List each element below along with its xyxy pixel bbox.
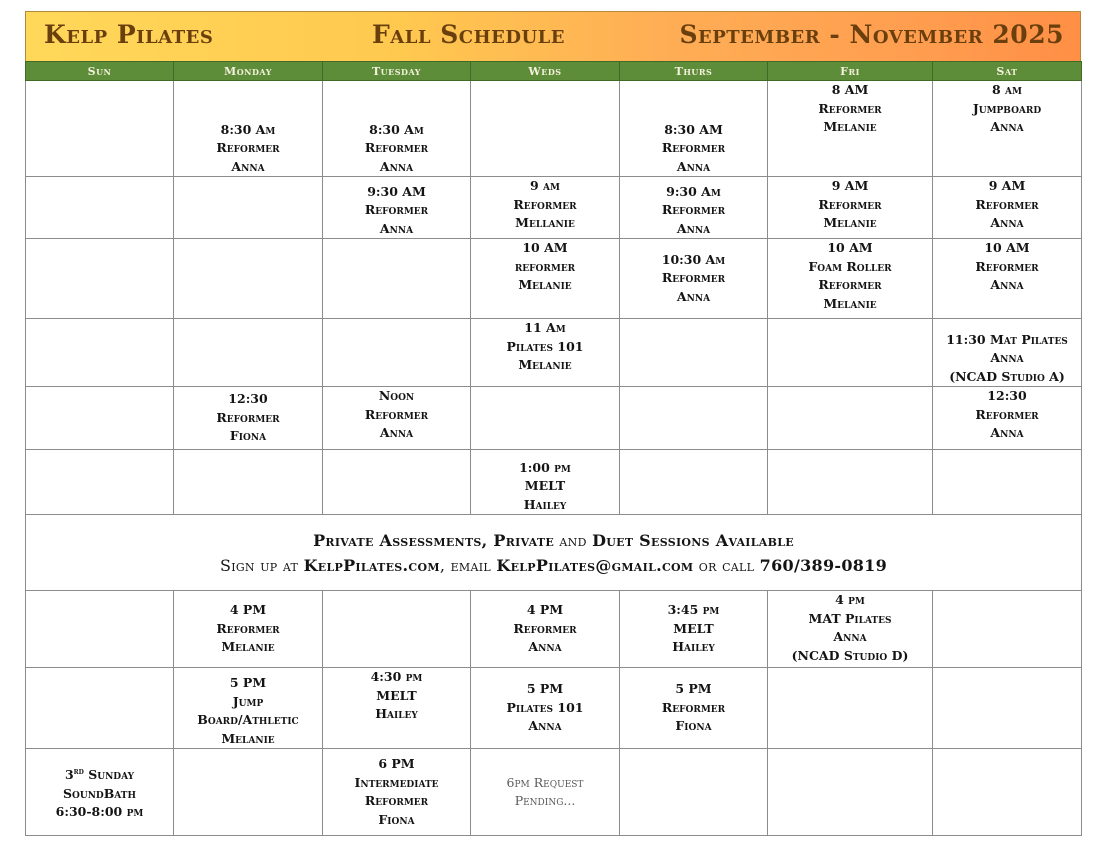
class-detail: Reformer — [216, 409, 280, 425]
class-detail: 6:30-8:00 pm — [55, 804, 144, 820]
class-time: 6 PM — [378, 756, 415, 771]
empty-slot-thurs — [620, 387, 768, 450]
class-time: 8 am — [992, 82, 1022, 97]
class-detail: Reformer — [661, 699, 726, 715]
empty-slot-tuesday — [323, 450, 471, 515]
class-detail: Reformer — [975, 196, 1039, 212]
class-detail: Hailey — [375, 706, 418, 721]
class-time: 4 PM — [526, 602, 564, 618]
class-detail: Melanie — [518, 277, 572, 292]
class-slot-sat — [933, 387, 1082, 450]
class-detail: Hailey — [672, 639, 715, 655]
class-time: 9 am — [530, 178, 560, 193]
class-detail: Jump — [232, 693, 264, 709]
class-detail: Reformer — [364, 406, 429, 422]
empty-slot-fri — [768, 668, 933, 749]
class-detail: MAT Pilates — [808, 610, 892, 626]
class-detail: Anna — [990, 119, 1024, 134]
evening-classes — [26, 591, 1082, 836]
empty-slot-sat — [933, 668, 1082, 749]
day-header-sun: Sun — [26, 62, 174, 81]
class-detail: Reformer — [216, 140, 280, 155]
class-detail: Reformer — [818, 196, 882, 212]
and-text: and — [554, 530, 593, 550]
empty-slot-sun — [26, 177, 174, 239]
empty-slot-tuesday — [323, 239, 471, 319]
banner-cell — [26, 515, 1082, 591]
phone-number[interactable]: 760/389-0819 — [759, 555, 888, 575]
class-slot-monday — [174, 668, 323, 749]
class-detail: MELT — [673, 620, 714, 636]
class-detail: Melanie — [518, 357, 572, 372]
class-slot-tuesday — [323, 749, 471, 836]
class-time: 8:30 Am — [369, 121, 424, 137]
class-time: 10 AM — [984, 240, 1030, 255]
empty-slot-thurs — [620, 450, 768, 515]
morning-classes — [26, 81, 1082, 515]
class-detail: Reformer — [513, 196, 577, 212]
class-detail: Foam Roller — [808, 258, 892, 274]
empty-slot-fri — [768, 749, 933, 836]
class-slot-thurs — [620, 668, 768, 749]
class-time: 10:30 Am — [661, 251, 726, 267]
empty-slot-fri — [768, 450, 933, 515]
class-detail: SoundBath — [62, 785, 136, 801]
class-detail: Anna — [379, 425, 414, 440]
class-time: 8:30 Am — [220, 121, 276, 137]
empty-slot-tuesday — [323, 591, 471, 668]
class-detail: Anna — [676, 158, 711, 174]
class-detail: reformer — [514, 258, 576, 274]
banner-row — [26, 515, 1082, 591]
empty-slot-fri — [768, 387, 933, 450]
empty-slot-sat — [933, 749, 1082, 836]
class-time: 4 pm — [835, 592, 865, 607]
class-slot-weds — [471, 668, 620, 749]
class-detail: Anna — [676, 220, 711, 236]
empty-slot-tuesday — [323, 319, 471, 387]
class-slot-tuesday — [323, 668, 471, 749]
class-slot-fri — [768, 81, 933, 177]
class-slot-sat — [933, 81, 1082, 177]
class-detail: Reformer — [661, 270, 726, 286]
class-slot-weds — [471, 749, 620, 836]
schedule-row — [26, 239, 1082, 319]
empty-slot-weds — [471, 387, 620, 450]
class-slot-tuesday — [323, 387, 471, 450]
day-header-thurs: Thurs — [620, 62, 768, 81]
schedule-row — [26, 668, 1082, 749]
empty-slot-thurs — [620, 319, 768, 387]
empty-slot-sun — [26, 668, 174, 749]
class-time: 3:45 pm — [667, 602, 720, 618]
class-detail: Melanie — [823, 295, 877, 311]
class-time: 9:30 Am — [666, 183, 721, 199]
class-time: 10 AM — [827, 240, 873, 255]
class-detail: Reformer — [975, 406, 1039, 422]
class-time: 1:00 pm — [519, 459, 571, 475]
class-slot-sat — [933, 239, 1082, 319]
class-detail: Anna — [990, 215, 1024, 230]
class-detail: Fiona — [229, 428, 267, 444]
schedule-row — [26, 81, 1082, 177]
class-detail: Anna — [990, 277, 1024, 292]
schedule-row — [26, 591, 1082, 668]
class-slot-sat — [933, 177, 1082, 239]
class-slot-thurs — [620, 591, 768, 668]
day-header-weds: Weds — [471, 62, 620, 81]
class-time: 5 PM — [526, 681, 564, 697]
contact-banner — [26, 515, 1082, 591]
class-detail: Mellanie — [515, 215, 575, 230]
schedule-table — [25, 61, 1082, 836]
schedule-title: Fall Schedule — [372, 20, 566, 49]
class-time: Noon — [378, 388, 415, 403]
studio-name: Kelp Pilates — [44, 20, 214, 49]
class-detail: Anna — [528, 718, 562, 734]
empty-slot-sun — [26, 450, 174, 515]
class-detail: Reformer — [661, 140, 726, 155]
class-detail: Reformer — [364, 793, 429, 808]
class-time: 10 AM — [522, 240, 568, 255]
schedule-row — [26, 749, 1082, 836]
class-time: 9 AM — [831, 178, 869, 193]
class-detail: Reformer — [364, 202, 429, 217]
class-detail: Fiona — [378, 811, 415, 827]
class-time: 9 AM — [988, 178, 1026, 193]
schedule-row — [26, 450, 1082, 515]
class-time: 11:30 Mat Pilates — [946, 331, 1068, 347]
class-slot-monday — [174, 591, 323, 668]
class-detail: Reformer — [818, 277, 882, 292]
class-detail: Anna — [676, 288, 711, 304]
class-slot-monday — [174, 81, 323, 177]
ordinal-suffix: rd — [73, 766, 84, 777]
class-slot-weds — [471, 450, 620, 515]
empty-slot-sun — [26, 387, 174, 450]
empty-slot-sun — [26, 239, 174, 319]
class-detail: Hailey — [523, 496, 567, 512]
class-slot-thurs — [620, 177, 768, 239]
class-slot-weds — [471, 177, 620, 239]
class-time: 5 PM — [675, 681, 712, 697]
empty-slot-weds — [471, 81, 620, 177]
day-header-monday: Monday — [174, 62, 323, 81]
class-detail: Reformer — [975, 258, 1039, 274]
class-detail: Reformer — [364, 140, 429, 155]
class-detail: Anna — [528, 639, 562, 655]
class-time: 3rd Sunday — [64, 766, 135, 783]
class-detail: MELT — [524, 478, 566, 493]
class-time: 11 Am — [524, 320, 566, 335]
empty-slot-monday — [174, 749, 323, 836]
class-time: 6pm Request — [506, 774, 584, 790]
signup-text: Sign up at — [219, 555, 304, 575]
class-slot-sun — [26, 749, 174, 836]
class-time: 12:30 — [987, 388, 1027, 403]
empty-slot-fri — [768, 319, 933, 387]
email-label: , email — [439, 555, 497, 575]
class-detail: Pilates 101 — [506, 699, 584, 715]
class-slot-weds — [471, 239, 620, 319]
class-detail: Melanie — [221, 639, 275, 655]
class-detail: Melanie — [823, 119, 877, 134]
class-detail: Board/Athletic — [197, 712, 299, 727]
class-time: 12:30 — [228, 391, 268, 407]
class-detail: Anna — [990, 350, 1024, 365]
empty-slot-sat — [933, 591, 1082, 668]
class-detail: Melanie — [823, 215, 877, 230]
class-slot-thurs — [620, 81, 768, 177]
class-slot-fri — [768, 239, 933, 319]
class-detail: Anna — [379, 158, 414, 174]
day-header-fri: Fri — [768, 62, 933, 81]
empty-slot-thurs — [620, 749, 768, 836]
empty-slot-sun — [26, 81, 174, 177]
class-detail: (NCAD Studio D) — [791, 647, 909, 663]
class-detail: Anna — [379, 220, 414, 236]
class-detail: Reformer — [818, 100, 882, 116]
class-detail: Fiona — [675, 718, 712, 734]
empty-slot-monday — [174, 450, 323, 515]
class-detail: Reformer — [216, 620, 280, 636]
day-header-tuesday: Tuesday — [323, 62, 471, 81]
class-time: 8:30 AM — [664, 121, 723, 137]
class-detail: Pilates 101 — [506, 338, 584, 354]
duet-sessions-text: Duet Sessions Available — [592, 530, 794, 550]
class-detail: Jumpboard — [972, 100, 1042, 116]
empty-slot-sun — [26, 319, 174, 387]
day-header-sat: Sat — [933, 62, 1082, 81]
schedule-row — [26, 177, 1082, 239]
class-detail: Melanie — [221, 730, 275, 746]
class-slot-tuesday — [323, 177, 471, 239]
schedule-sheet — [25, 11, 1081, 836]
class-detail: Reformer — [661, 202, 726, 217]
call-label: or call — [693, 555, 760, 575]
class-slot-weds — [471, 591, 620, 668]
class-slot-fri — [768, 177, 933, 239]
class-slot-thurs — [620, 239, 768, 319]
class-time: 4 PM — [229, 602, 267, 618]
class-slot-weds — [471, 319, 620, 387]
signup-line — [26, 553, 1081, 578]
class-time: 5 PM — [229, 675, 267, 690]
schedule-row — [26, 387, 1082, 450]
private-sessions-line — [26, 528, 1081, 553]
class-detail: Reformer — [513, 620, 577, 636]
season-range: September - November 2025 — [679, 20, 1064, 49]
class-slot-sat — [933, 319, 1082, 387]
class-detail: Intermediate — [354, 774, 439, 790]
title-bar — [25, 11, 1081, 61]
empty-slot-monday — [174, 319, 323, 387]
class-time: 9:30 AM — [367, 183, 426, 199]
class-slot-tuesday — [323, 81, 471, 177]
class-detail: Pending... — [514, 793, 576, 808]
empty-slot-monday — [174, 239, 323, 319]
class-time: 8 AM — [831, 82, 869, 97]
class-detail: (NCAD Studio A) — [949, 368, 1065, 384]
class-slot-monday — [174, 387, 323, 450]
private-sessions-text: Private Assessments, Private — [313, 530, 555, 550]
website-link[interactable]: KelpPilates.com — [303, 555, 440, 575]
class-detail: Anna — [833, 629, 867, 644]
day-header-row — [26, 62, 1082, 81]
class-detail: MELT — [376, 687, 417, 703]
empty-slot-monday — [174, 177, 323, 239]
class-slot-fri — [768, 591, 933, 668]
class-time: 4:30 pm — [370, 669, 423, 684]
empty-slot-sat — [933, 450, 1082, 515]
class-detail: Anna — [990, 425, 1024, 440]
class-detail: Anna — [231, 158, 265, 174]
schedule-row — [26, 319, 1082, 387]
email-link[interactable]: KelpPilates@gmail.com — [496, 555, 694, 575]
empty-slot-sun — [26, 591, 174, 668]
